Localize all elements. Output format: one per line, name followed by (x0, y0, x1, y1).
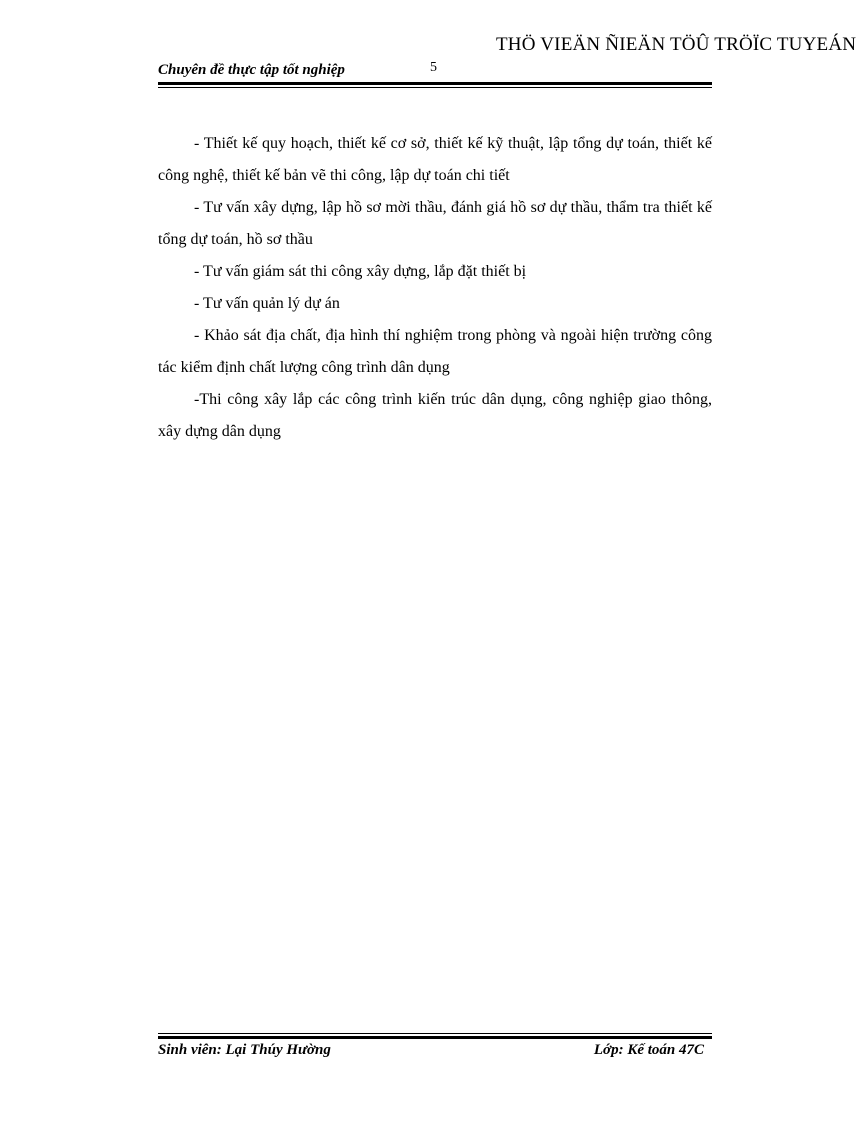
footer-rule-thin (158, 1033, 712, 1034)
document-body (158, 128, 712, 448)
document-title: Chuyên đề thực tập tốt nghiệp (158, 62, 345, 78)
header-rule-thick (158, 82, 712, 85)
paragraph-design: - Thiết kế quy hoạch, thiết kế cơ sở, thiết kế kỹ thuật, lập tổng dự toán, thiết kế công nghệ, thiết kế bản vẽ thi công, lập dự toán chi tiết (158, 135, 712, 184)
paragraph-supervision: - Tư vấn giám sát thi công xây dựng, lắp đặt thiết bị (194, 263, 527, 280)
paragraph-construction: -Thi công xây lắp các công trình kiến trúc dân dụng, công nghiệp giao thông, xây dựng dân dụng (158, 391, 712, 440)
page-number: 5 (430, 60, 437, 75)
library-watermark: THÖ VIEÄN ÑIEÄN TÖÛ TRÖÏC TUYEÁN (496, 34, 856, 55)
footer-rule-thick (158, 1036, 712, 1039)
page-header (158, 60, 712, 82)
paragraph-survey: - Khảo sát địa chất, địa hình thí nghiệm trong phòng và ngoài hiện trường công tác kiểm định chất lượng công trình dân dụng (158, 327, 712, 376)
paragraph-consulting-bidding: - Tư vấn xây dựng, lập hồ sơ mời thầu, đánh giá hồ sơ dự thầu, thẩm tra thiết kế tổng dự toán, hồ sơ thầu (158, 199, 712, 248)
footer-class: Lớp: Kế toán 47C (593, 1042, 704, 1058)
footer-student-name: Sinh viên: Lại Thúy Hường (158, 1042, 331, 1058)
page-footer (158, 1042, 704, 1064)
paragraph-project-management: - Tư vấn quản lý dự án (194, 295, 340, 312)
header-rule-thin (158, 87, 712, 88)
